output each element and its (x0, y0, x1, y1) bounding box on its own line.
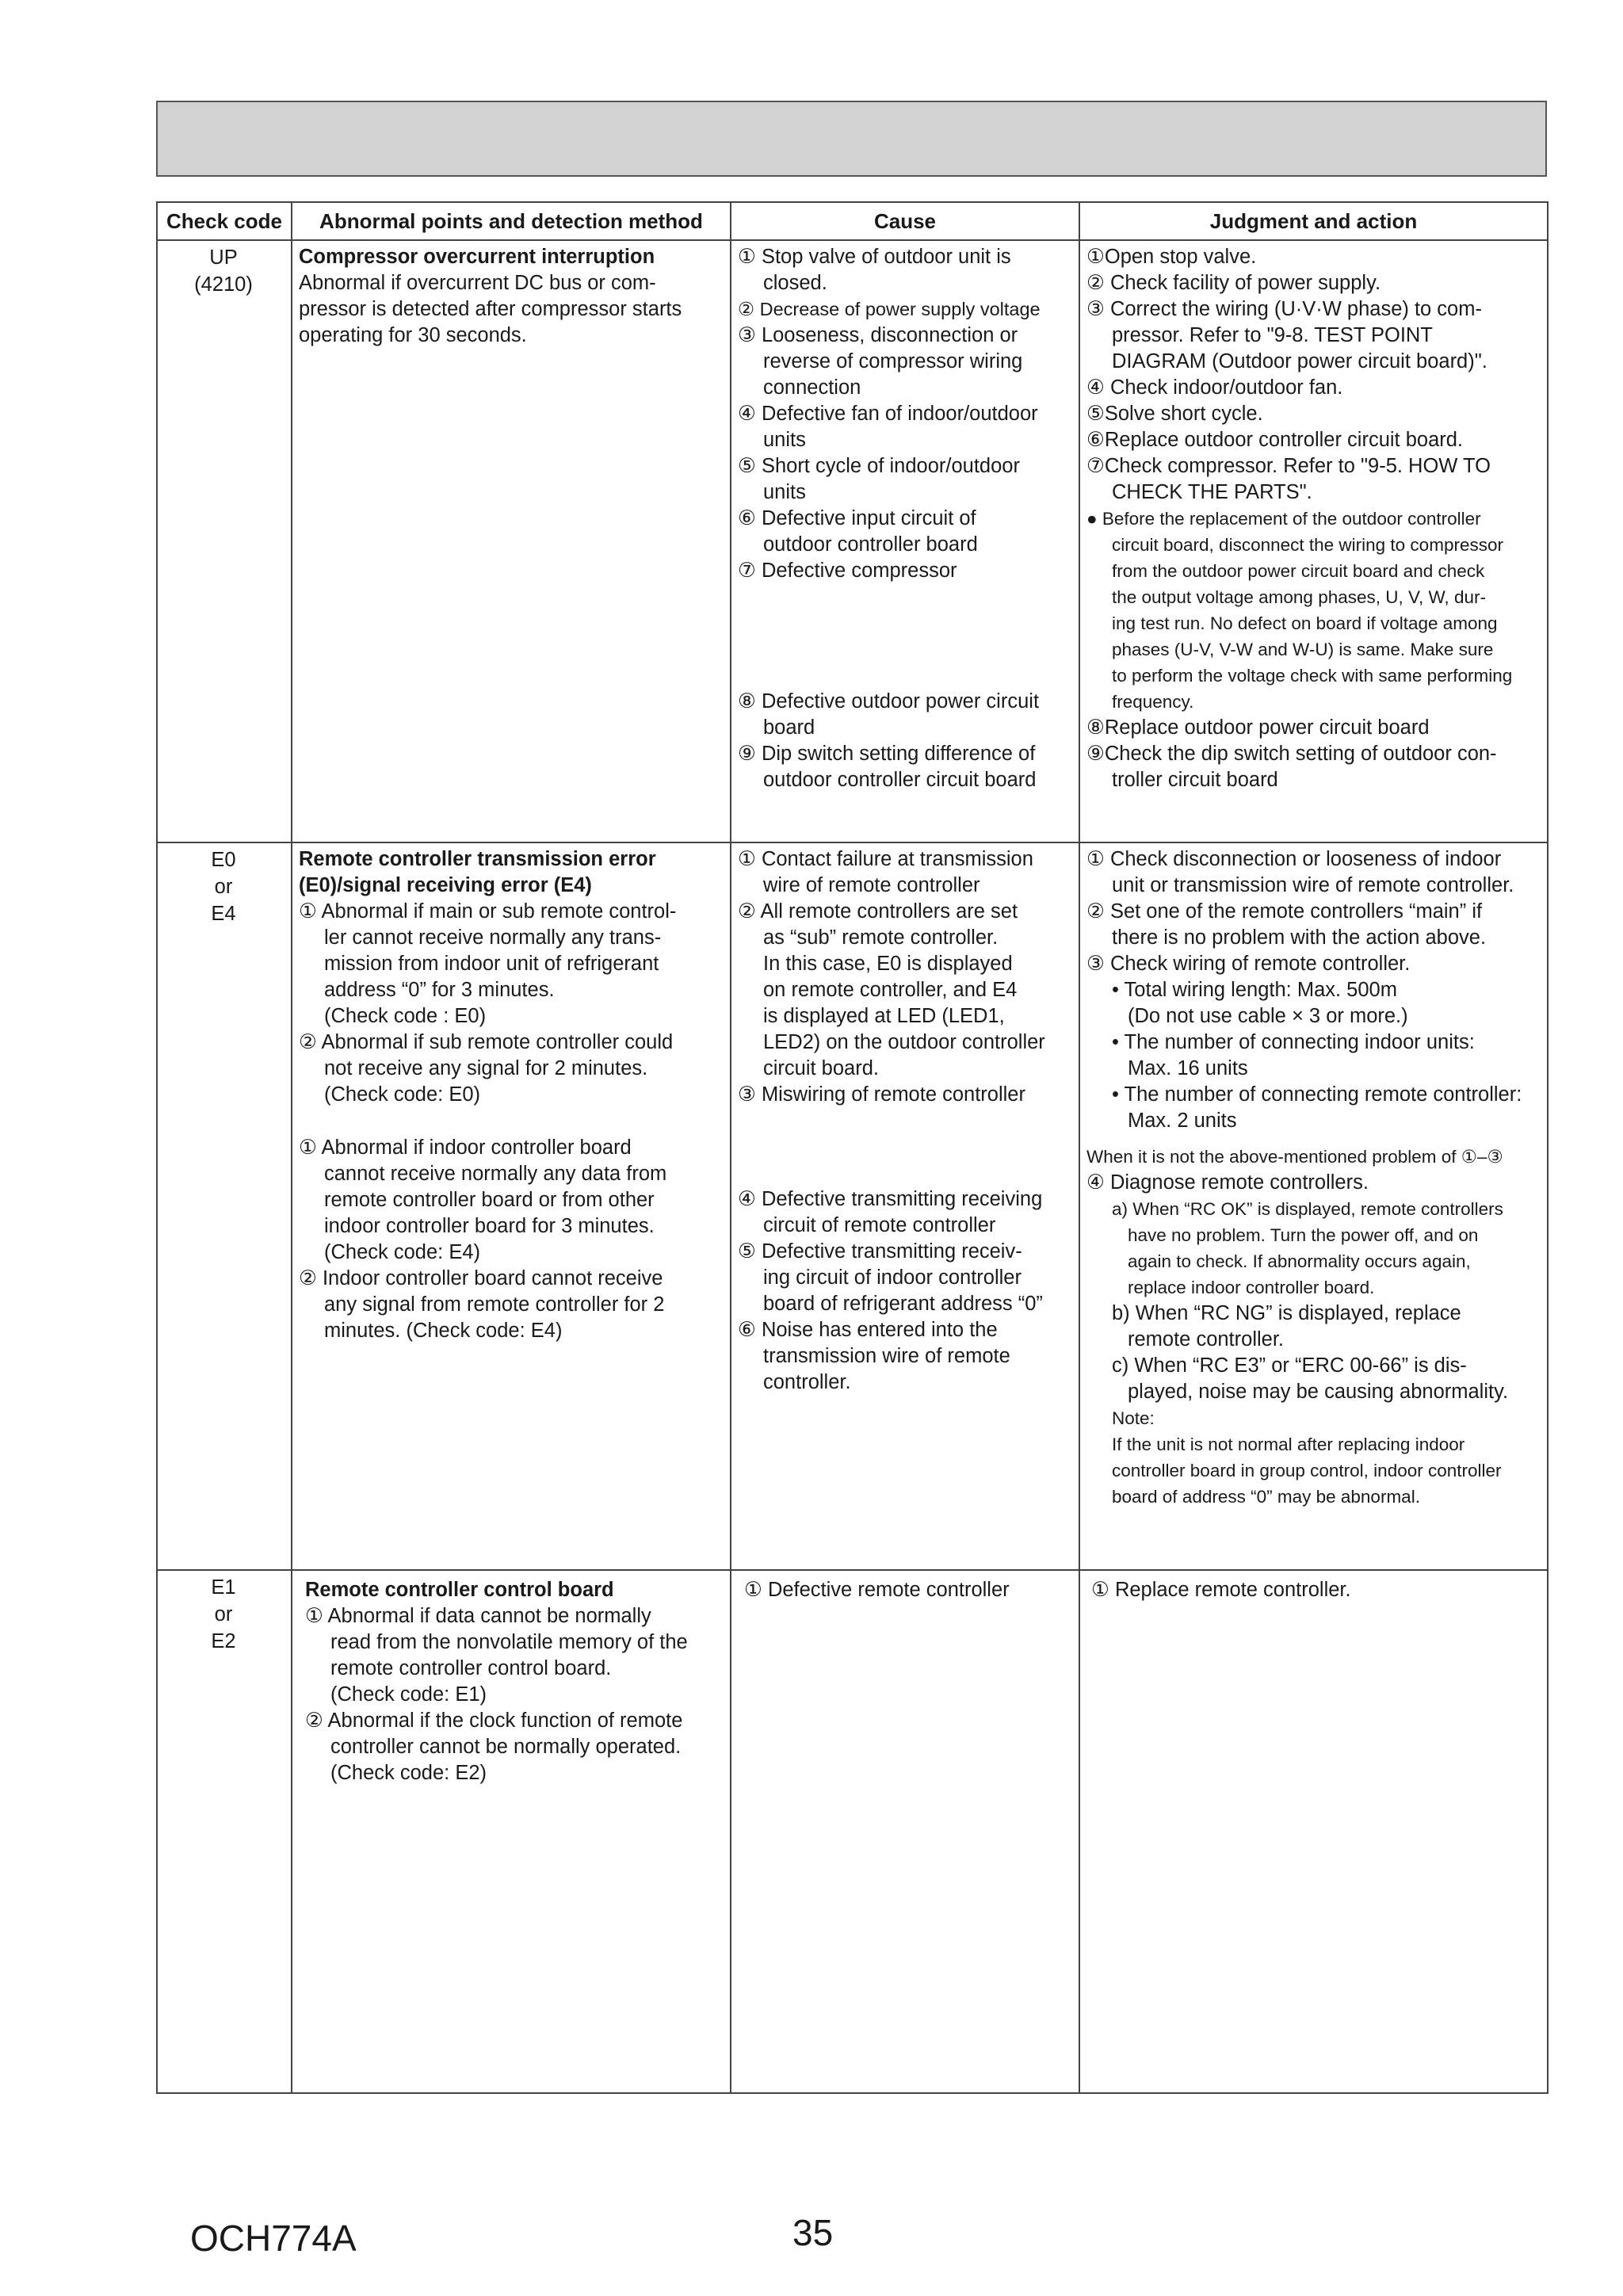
col-header-check-code: Check code (157, 202, 292, 240)
table-row (157, 1570, 1548, 2093)
abnormal-cell: Remote controller transmission error (E0)/signal receiving error (E4) ① Abnormal if main or sub remote control- ler cannot receive normally any trans- mission from indoor unit of refrigerant address “0” for 3 minutes. (Check code : E0) ② Abnormal if sub remote controller could not receive any signal for 2 minutes. (Check code: E0) ① Abnormal if indoor controller board cannot receive normally any data from remote controller board or from other indoor controller board for 3 minutes. (Check code: E4) ② Indoor controller board cannot receive any signal from remote controller for 2 minutes. (Check code: E4) (292, 842, 731, 1570)
check-code-cell: E0 or E4 (157, 842, 292, 1570)
judgment-cell: ① Check disconnection or looseness of indoor unit or transmission wire of remote controller. ② Set one of the remote controllers “main” if there is no problem with the action above. ③ Check wiring of remote controller. • Total wiring length: Max. 500m (Do not use cable × 3 or more.) • The number of connecting indoor units: Max. 16 units • The number of connecting remote controller: Max. 2 units When it is not the above-mentioned problem of ①–③ ④ Diagnose remote controllers. a) When “RC OK” is displayed, remote controllers have no problem. Turn the power off, and on again to check. If abnormality occurs again, replace indoor controller board. b) When “RC NG” is displayed, replace remote controller. c) When “RC E3” or “ERC 00-66” is dis- played, noise may be causing abnormality. Note: If the unit is not normal after replacing indoor controller board in group control, indoor controller board of address “0” may be abnormal. (1079, 842, 1548, 1570)
troubleshooting-table (156, 201, 1549, 2094)
table-row (157, 842, 1548, 1570)
header-bar (156, 101, 1547, 177)
table-row (157, 240, 1548, 842)
abnormal-cell: Remote controller control board ① Abnormal if data cannot be normally read from the nonvolatile memory of the remote controller control board. (Check code: E1) ② Abnormal if the clock function of remote controller cannot be normally operated. (Check code: E2) (292, 1570, 731, 2093)
abnormal-cell: Compressor overcurrent interruption Abnormal if overcurrent DC bus or com- pressor is detected after compressor starts operating for 30 seconds. (292, 240, 731, 842)
judgment-cell: ①Open stop valve. ② Check facility of power supply. ③ Correct the wiring (U·V·W phase) to com- pressor. Refer to "9-8. TEST POINT DIAGRAM (Outdoor power circuit board)". ④ Check indoor/outdoor fan. ⑤Solve short cycle. ⑥Replace outdoor controller circuit board. ⑦Check compressor. Refer to "9-5. HOW TO CHECK THE PARTS". ● Before the replacement of the outdoor controller circuit board, disconnect the wiring to compressor from the outdoor power circuit board and check the output voltage among phases, U, V, W, dur- ing test run. No defect on board if voltage among phases (U-V, V-W and W-U) is same. Make sure to perform the voltage check with same performing frequency. ⑧Replace outdoor power circuit board ⑨Check the dip switch setting of outdoor con- troller circuit board (1079, 240, 1548, 842)
col-header-abnormal: Abnormal points and detection method (292, 202, 731, 240)
check-code-cell: E1 or E2 (157, 1570, 292, 2093)
col-header-judgment: Judgment and action (1079, 202, 1548, 240)
col-header-cause: Cause (731, 202, 1079, 240)
abnormal-title: Compressor overcurrent interruption (299, 246, 655, 268)
abnormal-title: Remote controller control board (305, 1579, 614, 1601)
model-number: OCH774A (190, 2218, 357, 2259)
check-code-cell: UP (4210) (157, 240, 292, 842)
judgment-cell: ① Replace remote controller. (1079, 1570, 1548, 2093)
table-header-row (157, 202, 1548, 240)
cause-cell: ① Stop valve of outdoor unit is closed. ② Decrease of power supply voltage ③ Looseness, disconnection or reverse of compressor wiring connection ④ Defective fan of indoor/outdoor units ⑤ Short cycle of indoor/outdoor units ⑥ Defective input circuit of outdoor controller board ⑦ Defective compressor ⑧ Defective outdoor power circuit board ⑨ Dip switch setting difference of outdoor controller circuit board (731, 240, 1079, 842)
note-label: Note: (1112, 1408, 1155, 1428)
page-number: 35 (792, 2212, 834, 2253)
cause-cell: ① Contact failure at transmission wire of remote controller ② All remote controllers are set as “sub” remote controller. In this case, E0 is displayed on remote controller, and E4 is displayed at LED (LED1, LED2) on the outdoor controller circuit board. ③ Miswiring of remote controller ④ Defective transmitting receiving circuit of remote controller ⑤ Defective transmitting receiv- ing circuit of indoor controller board of refrigerant address “0” ⑥ Noise has entered into the transmission wire of remote controller. (731, 842, 1079, 1570)
judgment-note: ● Before the replacement of the outdoor controller (1086, 509, 1481, 529)
abnormal-title: Remote controller transmission error (299, 848, 656, 870)
cause-cell: ① Defective remote controller (731, 1570, 1079, 2093)
